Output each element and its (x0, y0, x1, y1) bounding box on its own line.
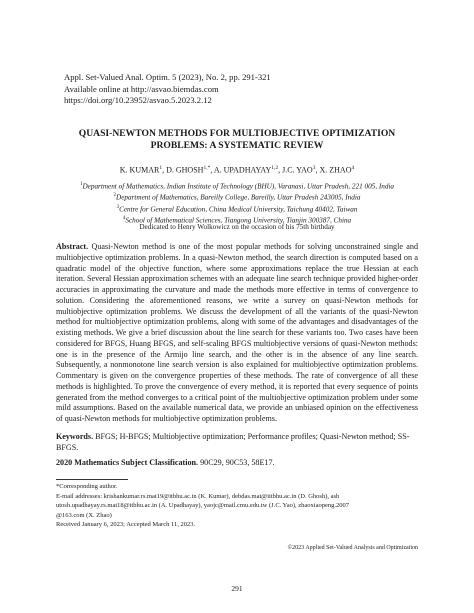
email-addresses-line[interactable]: @163.com (X. Zhao) (56, 511, 112, 519)
abstract-text: Quasi-Newton method is one of the most popular methods for solving unconstrained single and multiobjective optimization problems. In a quasi-Newton method, the search direction is computed based on a quadratic model of the objective function, where some approximations replace the true Hessian at each iteration. Several Hessian approximation schemes with an adequate line search technique provided higher-order accuracies in approximating the curvature and made the methods more effective in terms of convergence to solution. Considering the aforementioned reasons, we write a survey on quasi-Newton methods for multiobjective optimization problems. We discuss the development of all the variants of the quasi-Newton method for multiobjective optimization problems, along with some of the advantages and disadvantages of the existing methods. We give a brief discussion about the line search for these variants too. Two cases have been considered for BFGS, Huang BFGS, and self-scaling BFGS multiobjective versions of quasi-Newton methods: one is in the presence of the Armijo line search, and the other is in the absence of any line search. Subsequently, a nonmonotone line search version is also explained for multiobjective optimization problems. Commentary is given on the convergence properties of these methods. The rate of convergence of all these methods is highlighted. To prove the convergence of every method, it is reported that every sequence of points generated from the method converges to a critical point of the multiobjective optimization problem under some mild assumptions. Based on the available numerical data, we provide an unbiased opinion on the effectiveness of quasi-Newton methods for multiobjective optimization problems. (56, 242, 418, 423)
affiliation-line: $^2$Department of Mathematics, Bareilly College, Bareilly, Uttar Pradesh 243005, India (113, 193, 361, 202)
corresponding-author-note: *Corresponding author. (56, 483, 118, 490)
copyright-notice: ©2023 Applied Set-Valued Analysis and Optimization (287, 545, 418, 551)
dedication: Dedicated to Henry Wolkowicz on the occasion of his 75th birthday (139, 223, 335, 231)
doi-link[interactable]: https://doi.org/10.23952/asvao.5.2023.2.12 (64, 95, 212, 106)
author-affiliation-mark: 4 (351, 165, 355, 171)
author-list: K. KUMAR$^1$, D. $GHOSH^{1,*}$, A. UPADHAYAY$^{1,2}$, J.C. YAO$^3$, X. ZHAO$^4$ (119, 165, 355, 175)
affiliation-line: $^1$Department of Mathematics, Indian Institute of Technology (BHU), Varanasi, Uttar Pradesh, 221 005, India (79, 182, 395, 191)
keywords (56, 432, 418, 454)
journal-citation: Appl. Set-Valued Anal. Optim. 5 (2023), No. 2, pp. 291-321 (64, 72, 271, 82)
author-affiliation-mark: 1 (159, 165, 163, 171)
author-name: J.C. YAO (282, 165, 313, 175)
journal-header (64, 72, 271, 107)
affiliation-line: $^4$School of Mathematical Sciences, Tiangong University, Tianjin 300387, China (122, 216, 352, 225)
keywords-text: BFGS; H-BFGS; Multiobjective optimization; Performance profiles; Quasi-Newton method; SS-BFGS. (56, 432, 410, 452)
author-name: X. ZHAO (319, 165, 352, 175)
paper-title (40, 128, 434, 152)
abstract-label: Abstract. (56, 242, 89, 251)
affiliations (40, 180, 434, 226)
author-affiliation-mark: 1,* (203, 165, 211, 171)
footnotes (56, 482, 418, 530)
author-name: K. KUMAR (119, 165, 160, 175)
keywords-label: Keywords. (56, 432, 94, 441)
email-addresses-line[interactable]: utosh.upadhayay.rs.mat18@itbhu.ac.in (A. Upadhayay), yaojc@mail.cmu.edu.tw (J.C. Yao), zhaoxiaopeng.2007 (56, 502, 349, 510)
msc-codes: 90C29, 90C53, 58E17. (200, 458, 275, 467)
page-number: 291 (231, 584, 243, 593)
footnote-divider (56, 479, 128, 480)
journal-availability[interactable]: Available online at http://asvao.biemdas.com (64, 83, 219, 94)
author-affiliation-mark: 1,2 (271, 165, 279, 171)
author-name: A. UPADHAYAY (213, 165, 272, 175)
affiliation-line: $^3$Centre for General Education, China Medical University, Taichung 40402, Taiwan (116, 204, 358, 214)
title-line-2: PROBLEMS: A SYSTEMATIC REVIEW (150, 140, 324, 151)
abstract (56, 242, 418, 425)
msc-label: 2020 Mathematics Subject Classification. (56, 458, 199, 467)
title-line-1: QUASI-NEWTON METHODS FOR MULTIOBJECTIVE OPTIMIZATION (78, 128, 396, 139)
author-affiliation-mark: 3 (312, 165, 316, 171)
email-addresses-line[interactable]: E-mail addresses: krishankumar.rs.mat19@itbhu.ac.in (K. Kumar), debdas.mat@iitbhu.ac.in (D. Ghosh), ash (56, 492, 340, 500)
msc-classification (56, 458, 418, 469)
received-accepted-dates: Received January 6, 2023; Accepted March 11, 2023. (56, 521, 196, 529)
author-name: D. GHOSH (166, 165, 204, 175)
